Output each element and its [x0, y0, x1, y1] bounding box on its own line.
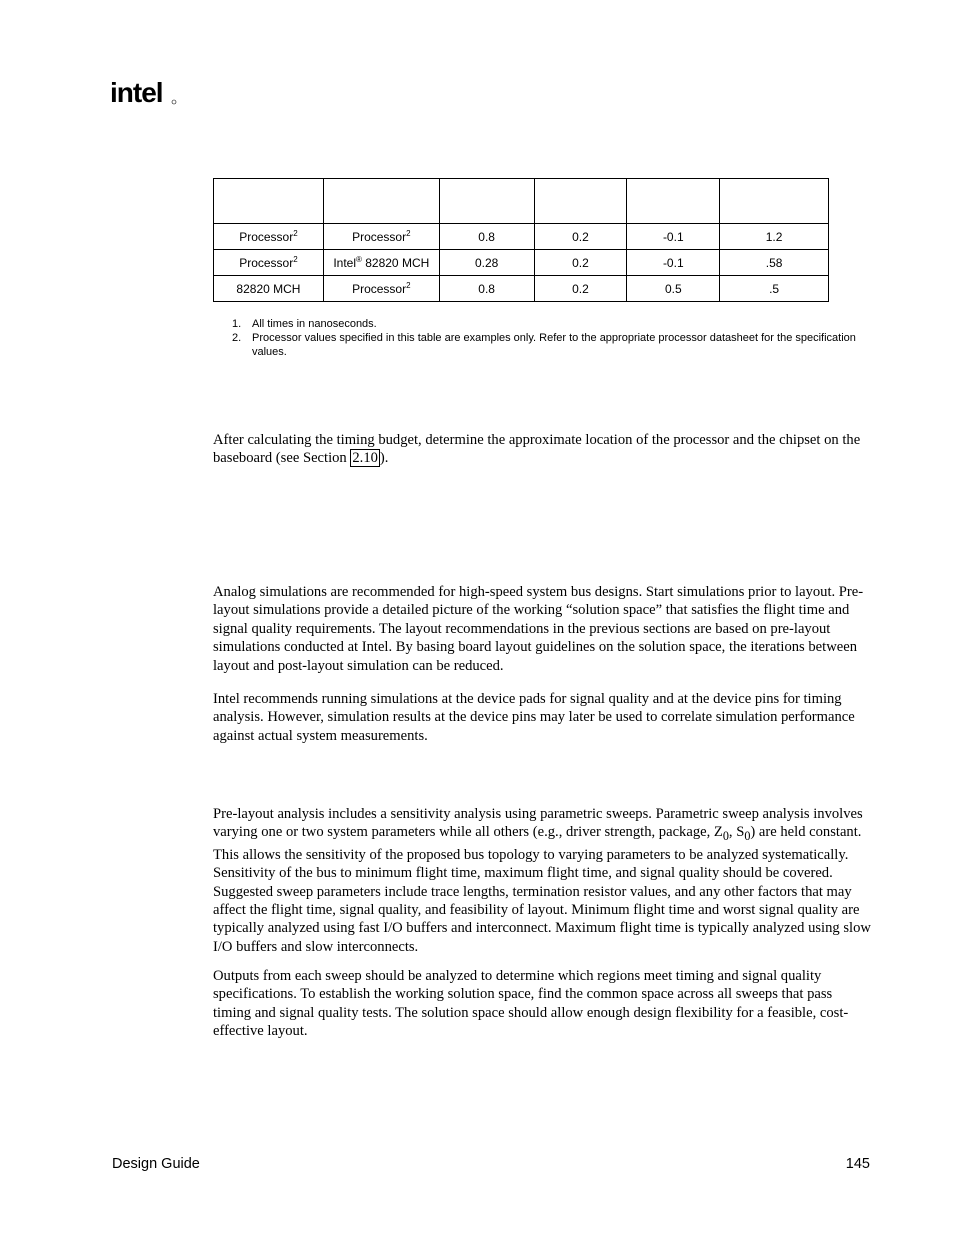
table-cell: 0.2: [534, 276, 627, 302]
header-cell: [214, 179, 324, 224]
footer-page-number: 145: [845, 1156, 870, 1172]
table-cell: 0.2: [534, 224, 627, 250]
table-cell: Processor$^2$: [214, 224, 324, 250]
table-row: [214, 224, 829, 250]
table-cell: Intel® 82820 MCH: [323, 250, 439, 276]
intel-logo-icon: [110, 76, 180, 112]
table-cell: .5: [720, 276, 829, 302]
table-cell: 0.2: [534, 250, 627, 276]
header-cell: [439, 179, 534, 224]
table-cell: Processor$^2$: [214, 250, 324, 276]
note-item: 1. All times in nanoseconds.: [232, 318, 377, 330]
table-cell: Processor$^2$: [323, 224, 439, 250]
table-cell: 0.8: [439, 224, 534, 250]
table-cell: -0.1: [627, 250, 720, 276]
table-cell: 0.8: [439, 276, 534, 302]
table-cell: 1.2: [720, 224, 829, 250]
intel-logo: [110, 76, 180, 117]
table-cell: Processor$^2$: [323, 276, 439, 302]
paragraph-sweep-outputs: Outputs from each sweep should be analyzed to determine which regions meet timing and signal quality specifications. To establish the working solution space, find the common space across all sweeps that pass timing and signal quality tests. The solution space should allow enough design flexibility for a feasible, cost-effective layout.: [213, 968, 849, 1040]
header-cell: [627, 179, 720, 224]
header-cell: [720, 179, 829, 224]
table-cell: 0.5: [627, 276, 720, 302]
footer-doc-title: Design Guide: [112, 1156, 200, 1172]
header-cell: [323, 179, 439, 224]
table-row: [214, 250, 829, 276]
table-notes: [232, 317, 872, 359]
paragraph-sensitivity-analysis: Pre-layout analysis includes a sensitivity analysis using parametric sweeps. Parametric sweep analysis involves varying one or two system parameters while all others (e.g., driver strength, package, $Z_0$, $S_0$) are held constant. This allows the sensitivity of the proposed bus topology to varying parameters to be analyzed systematically. Sensitivity of the bus to minimum flight time, maximum flight time, and signal quality should be covered. Suggested sweep parameters include trace lengths, termination resistor values, and any other factors that may affect the flight time, signal quality, and feasibility of layout. Minimum flight time and worst signal quality are typically analyzed using fast I/O buffers and interconnect. Maximum flight time is typically analyzed using slow I/O buffers and slow interconnects.: [213, 806, 871, 955]
section-link[interactable]: 2.10: [352, 450, 378, 467]
table-header-row: [214, 179, 829, 224]
table-cell: -0.1: [627, 224, 720, 250]
logo-wordmark: intel: [110, 77, 163, 108]
table-cell: 0.28: [439, 250, 534, 276]
paragraph-device-pads: Intel recommends running simulations at the device pads for signal quality and at the device pins for timing analysis. However, simulation results at the device pins may later be used to correlate simulation performance against actual system measurements.: [213, 691, 855, 744]
paragraph-analog-simulations: Analog simulations are recommended for high-speed system bus designs. Start simulations prior to layout. Pre-layout simulations provide a detailed picture of the working “solution space” that satisfies the flight time and signal quality requirements. The layout recommendations in the previous sections are based on pre-layout simulations conducted at Intel. By basing board layout guidelines on the solution space, the iterations between layout and post-layout simulation can be reduced.: [213, 584, 864, 674]
table-cell: 82820 MCH: [214, 276, 324, 302]
timing-table: [213, 178, 829, 302]
paragraph-timing-budget: After calculating the timing budget, determine the approximate location of the processor and the chipset on the baseboard (see Section 2.10 ).: [213, 432, 861, 467]
header-cell: [534, 179, 627, 224]
table-row: [214, 276, 829, 302]
table-cell: .58: [720, 250, 829, 276]
note-item: 2. Processor values specified in this table are examples only. Refer to the appropriate processor datasheet for the specification values.: [232, 332, 856, 358]
